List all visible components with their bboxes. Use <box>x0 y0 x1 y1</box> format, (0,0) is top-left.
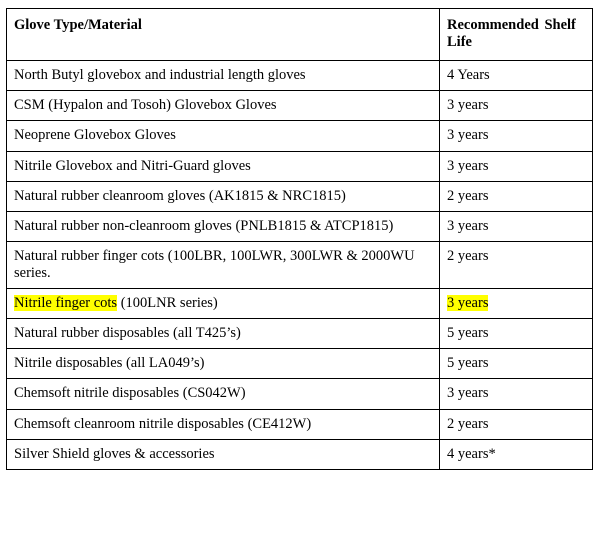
cell-glove-type: CSM (Hypalon and Tosoh) Glovebox Gloves <box>7 91 440 121</box>
column-header-recommended-shelf-life: Recommended Shelf Life <box>440 9 593 61</box>
table-row <box>7 151 593 181</box>
cell-glove-type: Chemsoft nitrile disposables (CS042W) <box>7 379 440 409</box>
cell-glove-type: Neoprene Glovebox Gloves <box>7 121 440 151</box>
cell-glove-type: Natural rubber non-cleanroom gloves (PNLB1815 & ATCP1815) <box>7 211 440 241</box>
cell-shelf-life <box>440 289 593 319</box>
table-row <box>7 349 593 379</box>
cell-text-remainder: (100LNR series) <box>117 295 218 312</box>
table-row <box>7 181 593 211</box>
cell-shelf-life: 5 years <box>440 319 593 349</box>
cell-shelf-life: 3 years <box>440 379 593 409</box>
highlighted-text: Nitrile finger cots <box>14 295 118 312</box>
table-body <box>7 61 593 470</box>
cell-glove-type: North Butyl glovebox and industrial length gloves <box>7 61 440 91</box>
cell-glove-type: Natural rubber disposables (all T425’s) <box>7 319 440 349</box>
glove-shelf-life-table <box>6 8 593 470</box>
cell-shelf-life: 4 years* <box>440 439 593 469</box>
column-header-glove-type: Glove Type/Material <box>7 9 440 61</box>
table-row <box>7 91 593 121</box>
cell-glove-type: Nitrile disposables (all LA049’s) <box>7 349 440 379</box>
table-row <box>7 319 593 349</box>
cell-glove-type <box>7 289 440 319</box>
cell-shelf-life: 2 years <box>440 181 593 211</box>
table-row <box>7 289 593 319</box>
cell-shelf-life: 2 years <box>440 241 593 288</box>
cell-glove-type: Nitrile Glovebox and Nitri-Guard gloves <box>7 151 440 181</box>
cell-shelf-life: 5 years <box>440 349 593 379</box>
cell-shelf-life: 2 years <box>440 409 593 439</box>
cell-glove-type: Natural rubber cleanroom gloves (AK1815 & NRC1815) <box>7 181 440 211</box>
table-header-row <box>7 9 593 61</box>
table-row <box>7 379 593 409</box>
table-row <box>7 211 593 241</box>
cell-shelf-life: 3 years <box>440 211 593 241</box>
cell-shelf-life: 3 years <box>440 151 593 181</box>
table-row <box>7 439 593 469</box>
table-row <box>7 121 593 151</box>
table-row <box>7 409 593 439</box>
highlighted-text: 3 years <box>447 295 489 312</box>
cell-glove-type: Natural rubber finger cots (100LBR, 100LWR, 300LWR & 2000WU series. <box>7 241 440 288</box>
table-header <box>7 9 593 61</box>
cell-shelf-life: 3 years <box>440 121 593 151</box>
cell-shelf-life: 3 years <box>440 91 593 121</box>
cell-shelf-life: 4 Years <box>440 61 593 91</box>
cell-glove-type: Chemsoft cleanroom nitrile disposables (CE412W) <box>7 409 440 439</box>
table-row <box>7 241 593 288</box>
cell-glove-type: Silver Shield gloves & accessories <box>7 439 440 469</box>
table-row <box>7 61 593 91</box>
